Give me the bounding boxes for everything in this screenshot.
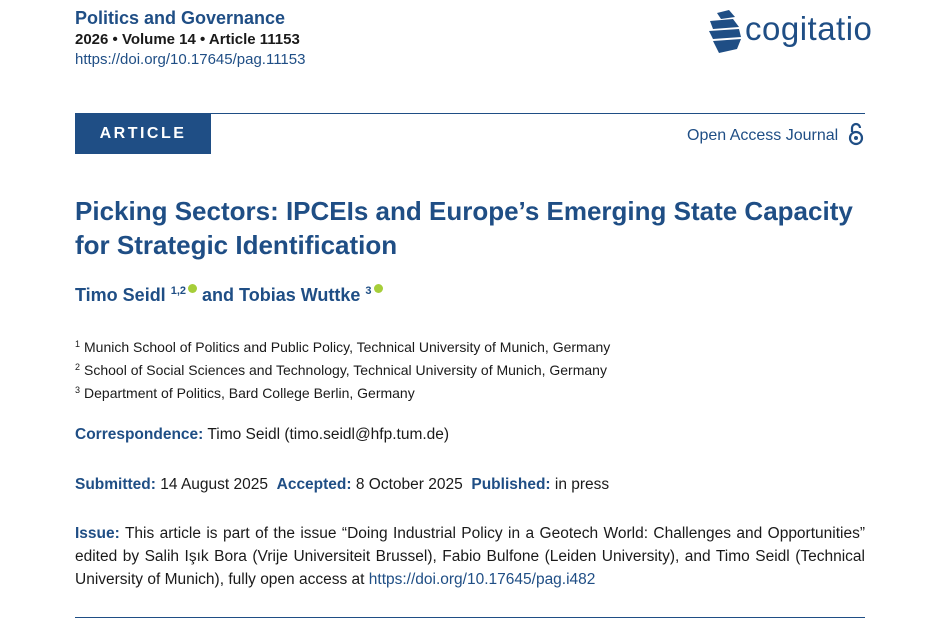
submitted-date: 14 August 2025 <box>160 476 268 493</box>
open-access-lock-icon <box>848 122 864 146</box>
affiliation-text: School of Social Sciences and Technology, Technical University of Munich, Germany <box>84 362 607 378</box>
open-access-label: Open Access Journal <box>687 127 839 144</box>
author-name: Timo Seidl <box>75 285 166 305</box>
author-affiliation-ref: 3 <box>365 285 372 297</box>
correspondence <box>75 426 449 444</box>
correspondence-label: Correspondence: <box>75 426 204 443</box>
author-list <box>75 284 383 306</box>
affiliation <box>75 334 610 357</box>
issue-doi-link[interactable]: https://doi.org/10.17645/pag.i482 <box>368 571 596 588</box>
journal-name: Politics and Governance <box>75 8 286 28</box>
affiliation-list <box>75 334 610 403</box>
issue-label: Issue: <box>75 525 120 542</box>
published-status: in press <box>554 476 610 493</box>
submitted-label: Submitted: <box>75 476 156 493</box>
issue-text: This article is part of the issue “Doing Industrial Policy in a Geotech World: Challenges and Opportunities” edited by Salih Işık Bora (Vrije Universiteit Brussel), Fabio Bulfone (Leiden University), and Timo Seidl (Technical University of Munich), fully open access at <box>75 525 865 588</box>
affiliation-number: 1 <box>75 339 81 349</box>
accepted-date: 8 October 2025 <box>355 476 463 493</box>
correspondence-value: Timo Seidl (timo.seidl@hfp.tum.de) <box>207 426 450 443</box>
author-joiner: and <box>202 285 235 305</box>
author-affiliation-ref: 1,2 <box>170 285 186 297</box>
orcid-icon[interactable] <box>374 284 383 293</box>
footer-rule <box>75 617 865 618</box>
article-doi-link[interactable]: https://doi.org/10.17645/pag.11153 <box>75 51 306 68</box>
article-type-badge: ARTICLE <box>75 113 211 154</box>
affiliation-number: 2 <box>75 362 81 372</box>
author-name: Tobias Wuttke <box>239 285 361 305</box>
affiliation-number: 3 <box>75 385 81 395</box>
cogitatio-wordmark: cogitatio <box>745 10 873 47</box>
affiliation <box>75 357 610 380</box>
published-label: Published: <box>471 476 551 493</box>
accepted-label: Accepted: <box>276 476 352 493</box>
affiliation <box>75 380 610 403</box>
orcid-icon[interactable] <box>188 284 197 293</box>
affiliation-text: Munich School of Politics and Public Policy, Technical University of Munich, Germany <box>84 339 611 355</box>
issue-note <box>75 522 865 591</box>
publication-dates <box>75 476 609 494</box>
article-title: Picking Sectors: IPCEIs and Europe’s Emerging State Capacity for Strategic Identification <box>75 196 853 260</box>
affiliation-text: Department of Politics, Bard College Berlin, Germany <box>84 385 415 401</box>
volume-line: 2026 • Volume 14 • Article 11153 <box>75 31 300 48</box>
